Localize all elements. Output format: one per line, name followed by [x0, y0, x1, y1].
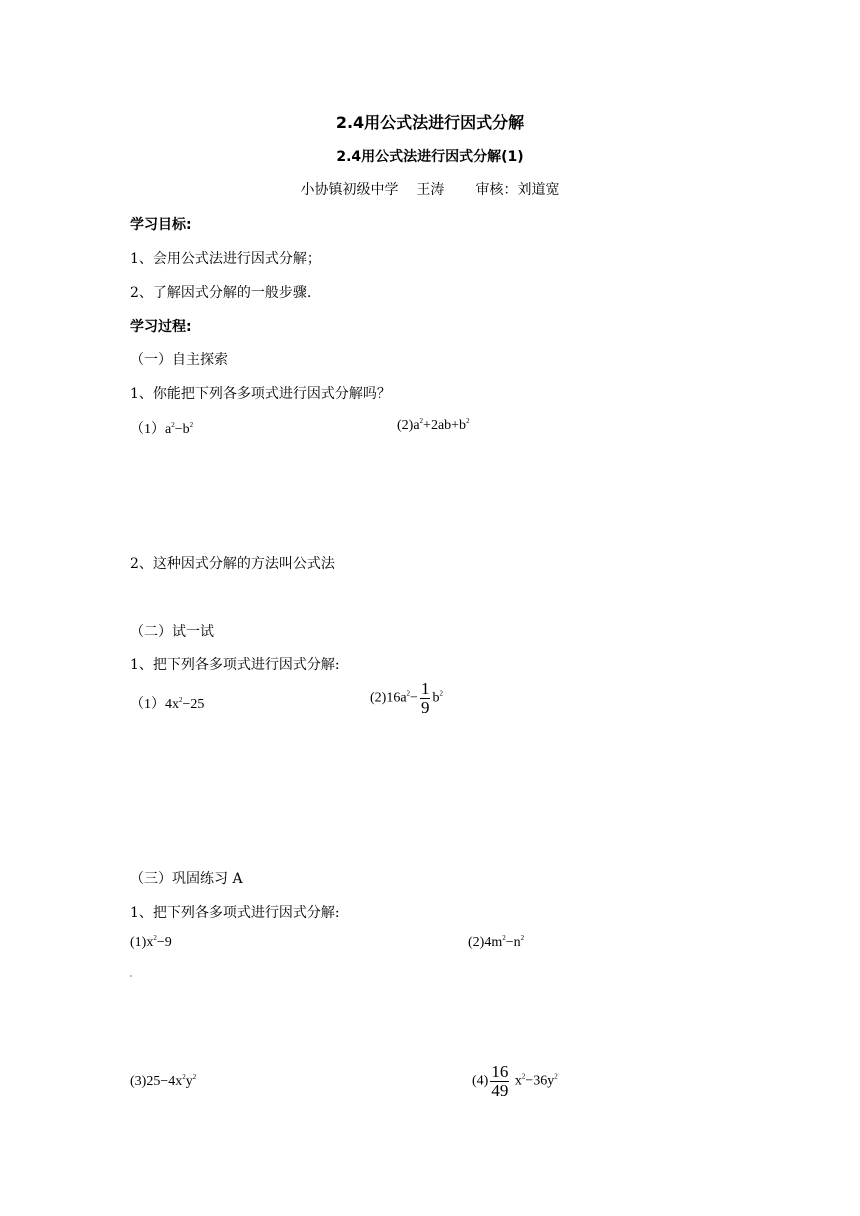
problem-prefix: (2) [397, 418, 414, 433]
exponent: 2 [554, 1072, 558, 1081]
stray-mark [130, 975, 132, 977]
objectives-heading: 学习目标: [130, 217, 192, 233]
section2-label: （二）试一试 [130, 624, 214, 640]
fraction [420, 680, 431, 717]
section1-question-1: 1、你能把下列各多项式进行因式分解吗？ [130, 386, 391, 402]
term: b [432, 690, 440, 706]
exponent: 2 [406, 689, 411, 698]
term: y [185, 1074, 193, 1089]
exponent: 2 [466, 417, 470, 425]
fraction-numerator: 16 [491, 1062, 509, 1081]
problem-prefix: (4) [472, 1073, 489, 1089]
term: −36y [525, 1073, 555, 1089]
problem-prefix: （1） [130, 422, 165, 437]
fraction-denominator: 9 [420, 698, 430, 717]
section2-problem-2 [370, 680, 443, 717]
section3-problem-3 [130, 1074, 196, 1090]
section3-problem-2 [468, 935, 524, 951]
objective-item-1: 1、会用公式法进行因式分解； [130, 251, 321, 267]
fraction-denominator: 49 [491, 1081, 509, 1100]
fraction-numerator: 1 [420, 679, 430, 698]
term: − [410, 690, 418, 706]
section2-problem-1 [130, 693, 204, 713]
term: +2ab+b [423, 418, 467, 433]
section3-question-1: 1、把下列各多项式进行因式分解: [130, 905, 340, 921]
exponent: 2 [189, 421, 194, 429]
problem-prefix: (1) [130, 935, 147, 950]
exponent: 2 [520, 934, 525, 942]
objective-item-2: 2、了解因式分解的一般步骤. [130, 285, 312, 301]
section3-problem-4 [472, 1063, 558, 1100]
reviewer-label: 审核： [475, 182, 518, 198]
term: −9 [156, 935, 172, 950]
problem-prefix: (2) [370, 690, 387, 706]
section1-problem-1 [130, 418, 193, 438]
section3-problem-1 [130, 935, 172, 951]
page-subtitle: 2.4用公式法进行因式分解(1) [336, 149, 524, 165]
author-line [0, 179, 860, 199]
exponent: 2 [419, 417, 424, 425]
section1-question-2: 2、这种因式分解的方法叫公式法 [130, 556, 335, 572]
term: 16a [386, 690, 407, 706]
problem-prefix: (3) [130, 1074, 147, 1089]
section1-label: （一）自主探索 [130, 352, 228, 368]
exponent: 2 [192, 1073, 197, 1081]
term: −b [174, 422, 190, 437]
page-title: 2.4用公式法进行因式分解 [335, 113, 525, 132]
section2-question-1: 1、把下列各多项式进行因式分解: [130, 657, 340, 673]
section3-label: （三）巩固练习 A [130, 871, 243, 887]
problem-prefix: (2) [468, 935, 485, 950]
term: a [165, 422, 172, 437]
exponent: 2 [179, 696, 183, 704]
exponent: 2 [521, 1072, 526, 1081]
term: 4x [165, 697, 179, 712]
exponent: 2 [502, 934, 506, 942]
fraction [490, 1063, 509, 1100]
term: x [514, 1073, 522, 1089]
term: 4m [484, 935, 503, 950]
exponent: 2 [182, 1073, 186, 1081]
reviewer-name: 刘道宽 [517, 182, 560, 198]
term: −25 [182, 697, 205, 712]
term: a [413, 418, 420, 433]
process-heading: 学习过程: [130, 319, 192, 335]
term: 25−4x [146, 1074, 183, 1089]
author-school: 小协镇初级中学 [300, 182, 399, 198]
term: x [146, 935, 154, 950]
exponent: 2 [439, 689, 443, 698]
term: −n [505, 935, 521, 950]
exponent: 2 [171, 421, 175, 429]
exponent: 2 [153, 934, 157, 942]
author-name: 王涛 [416, 182, 445, 198]
section1-problem-2 [397, 418, 470, 434]
problem-prefix: （1） [130, 697, 165, 712]
